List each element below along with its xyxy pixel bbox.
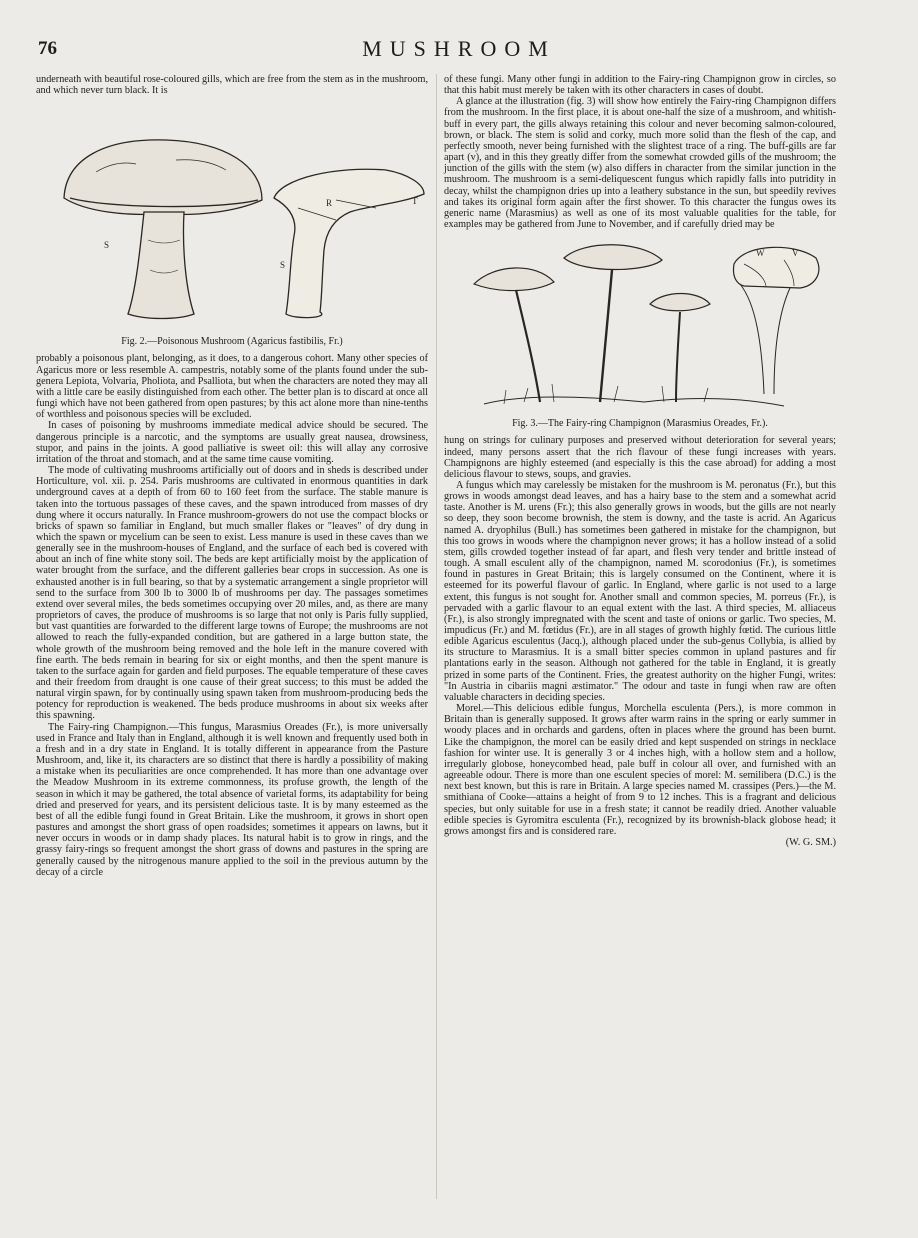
figure-2	[36, 100, 428, 347]
figure-label: V	[792, 248, 799, 259]
paragraph: hung on strings for culinary purposes and preserved without deterioration for several years; indeed, many persons assert that the rich flavour of these fungi increases with years. Champignons are highly esteemed (and especially is this the case abroad) for adding a most delicious flavour to stews, soups, and gravies.	[444, 435, 836, 480]
figure-2-caption: Fig. 2.—Poisonous Mushroom (Agaricus fastibilis, Fr.)	[121, 336, 343, 348]
column-divider	[436, 74, 437, 1199]
champignon-cap-1	[474, 268, 554, 291]
figure-label: W	[756, 248, 765, 259]
figure-label: S	[104, 240, 110, 251]
paragraph: The mode of cultivating mushrooms artificially out of doors and in sheds is described under Horticulture, vol. xii. p. 254. Paris mushrooms are cultivated in enormous quantities in dark underground caves at a depth of from 60 to 160 feet from the surface. The stable manure is taken into the tortuous passages of these caves, and the spawn introduced from masses of dry dung where it occurs naturally. In France mushroom-growers do not use the compact blocks or bricks of spawn so familiar in England, but much smaller flakes or "leaves" of dry dung in which the spawn or mycelium can be seen to exist. Less manure is used in these caves than we generally see in the mushroom-houses of England, and the surface of each bed is covered with about an inch of fine white stony soil. The beds are kept artificially moist by the application of water brought from the surface, and the different galleries bear crops in succession. As one is exhausted another is in full bearing, so that by a systematic arrangement a single proprietor will send to the surface from 300 lb to 3000 lb of mushrooms per day. The passages sometimes extend over several miles, the beds sometimes occupying over 20 miles, and, as there are many proprietors of caves, the produce of mushrooms is so large that not only is Paris fully supplied, but vast quantities are forwarded to the different large towns of Europe; the mushrooms are not allowed to reach the fully-expanded condition, but are gathered in a large button state, the whole growth of the mushroom being removed and the hole left in the manure covered with fine earth. The beds remain in bearing for six or eight months, and then the spent manure is taken to the surface again for garden and field purposes. The equable temperature of these caves and their freedom from draught is one cause of their great success; to this must be added the natural virgin spawn, for by continually using spawn taken from mushroom-producing beds the potency for reproduction is weakened. The beds produce mushrooms in about six weeks after this spawning.	[36, 465, 428, 722]
mushroom-cap-whole	[64, 140, 262, 215]
figure-2-illustration	[36, 100, 428, 332]
figure-label: S	[280, 260, 286, 271]
champignon-cap-2	[564, 245, 662, 270]
figure-3-caption: Fig. 3.—The Fairy-ring Champignon (Marasmius Oreades, Fr.).	[512, 418, 768, 430]
paragraph: Morel.—This delicious edible fungus, Morchella esculenta (Pers.), is more common in Britain than is generally supposed. It grows after warm rains in the spring or early summer in woody places and in orchards and gardens, often in places where the ground has been burnt. Like the champignon, the morel can be easily dried and kept suspended on strings in necklace fashion for winter use. It is generally 3 or 4 inches high, with a hollow stem and a hollow, irregularly globose, honeycombed head, pale buff in colour all over, and furnished with an agreeable odour. There is more than one esculent species of morel: M. semilibera (D.C.) is the next best known, but this is rare in Britain. A large species named M. crassipes (Pers.)—the M. smithiana of Cooke—attains a height of from 9 to 12 inches. This is a fragrant and delicious species, but only suitable for use in a fresh state; it cannot be readily dried. Another valuable edible species is Gyromitra esculenta (Fr.), recognized by its brownish-black globose head; it grows amongst firs and is considered rare.	[444, 703, 836, 837]
figure-3-illustration	[444, 234, 836, 414]
left-column	[36, 74, 428, 878]
grass-base	[484, 397, 784, 406]
figure-label: T	[412, 196, 418, 207]
paragraph: probably a poisonous plant, belonging, as it does, to a dangerous cohort. Many other species of Agaricus more or less resemble A. campestris, notably some of the plants found under the sub-genera Lepiota, Volvaria, Pholiota, and Psalliota, but when the characters are noted they may all with a little care be easily distinguished from each other. The better plan is to discard at once all fungi which have not been gathered from open pastures; by this act alone more than nine-tenths of worthless and poisonous species will be excluded.	[36, 353, 428, 421]
paragraph: The Fairy-ring Champignon.—This fungus, Marasmius Oreades (Fr.), is more universally used in France and Italy than in England, although it is well known and frequently used both in a fresh and in a dry state in England. It is totally different in appearance from the Pasture Mushroom, and, like it, its characters are so distinct that there is hardly a possibility of making a mistake when its peculiarities are once comprehended. It has more than one advantage over the Meadow Mushroom in its extreme commonness, its profuse growth, the length of the season in which it may be gathered, the total absence of varietal forms, its adaptability for being dried and preserved for years, and its persistent delicious taste. It is by many esteemed as the best of all the edible fungi found in Great Britain. Like the mushroom, it grows in short open pastures and amongst the short grass of open roadsides; sometimes it appears on lawns, but it never occurs in woods or in damp shady places. Its natural habit is to grow in rings, and the grassy fairy-rings so frequent amongst the short grass of downs and pastures in the spring are generally caused by the nitrogenous manure applied to the soil in the previous autumn by the decay of a circle	[36, 721, 428, 878]
right-column	[444, 74, 836, 848]
author-signature: (W. G. SM.)	[785, 836, 836, 848]
mushroom-stem-whole	[128, 212, 194, 319]
page-number: 76	[38, 38, 57, 59]
figure-label: R	[326, 198, 333, 209]
champignon-cap-3	[650, 294, 710, 311]
paragraph: of these fungi. Many other fungi in addition to the Fairy-ring Champignon grow in circles, so that this habit must merely be taken with its other characters in cases of doubt.	[444, 74, 836, 97]
figure-3	[444, 234, 836, 429]
mushroom-section	[274, 170, 424, 318]
paragraph: A fungus which may carelessly be mistaken for the mushroom is M. peronatus (Fr.), but this grows in woods amongst dead leaves, and has a hairy base to the stem and a somewhat acrid taste. Another is M. urens (Fr.); this also generally grows in woods, but the gills are not nearly so deep, they soon become brownish, the stem is downy, and the taste is acrid. An Agaricus named A. dryophilus (Bull.) has sometimes been gathered in mistake for the champignon, but this too grows in woods where the champignon never grows; it has a hollow instead of a solid stem, gills crowded together instead of far apart, and flesh very tender and brittle instead of tough. A small esculent ally of the champignon, named M. scorodonius (Fr.), is sometimes found in pastures in Great Britain; this is largely consumed on the Continent, where it is esteemed for its powerful flavour of garlic. In England, where garlic is not used to a large extent, this fungus is not sought for. Another small and common species, M. porreus (Fr.), is pervaded with a garlic flavour to an equal extent with the last. A third species, M. alliaceus (Fr.), is also strongly impregnated with the scent and taste of onions or garlic. Two species, M. impudicus (Fr.) and M. fœtidus (Fr.), are in all stages of growth highly fœtid. The curious little edible Agaricus esculentus (Jacq.), although placed under the sub-genus Collybia, is allied by its structure to Marasmius. It is a small bitter species common in upland pastures and fir plantations early in the season. Although not gathered for the table in England, it is greatly prized in some parts of the Continent. Fries, the greatest authority on the higher Fungi, writes: "In Austria in cibariis magni æstimator." The odour and taste in fungi when raw are often valuable characters in deciding species.	[444, 479, 836, 703]
paragraph: A glance at the illustration (fig. 3) will show how entirely the Fairy-ring Champignon differs from the mushroom. In the first place, it is about one-half the size of a mushroom, and whitish-buff in every part, the gills always retaining this colour and never becoming salmon-coloured, brown, or black. The stem is solid and corky, much more solid than the flesh of the cap, and perfectly smooth, never being furnished with the slightest trace of a ring. The buff-gills are far apart (v), and in this they greatly differ from the somewhat crowded gills of the mushroom; the junction of the gills with the stem (w) also differs in character from the similar junction in the mushroom. The mushroom is a semi-deliquescent fungus which rapidly falls into putridity in decay, whilst the champignon dries up into a leathery substance in the sun, but speedily revives and takes its original form again after the first shower. To this character the fungus owes its generic name (Marasmius) as well as one of its most valuable qualities for the table, for examples may be gathered from June to November, and if carefully dried may be	[444, 96, 836, 231]
running-title: MUSHROOM	[362, 36, 556, 61]
paragraph: underneath with beautiful rose-coloured gills, which are free from the stem as in the mushroom, and which never turn black. It is	[36, 74, 428, 97]
paragraph: In cases of poisoning by mushrooms immediate medical advice should be secured. The dangerous principle is a narcotic, and the symptoms are usually great nausea, drowsiness, stupor, and pains in the joints. A good palliative is sweet oil: this will allay any corrosive irritation of the throat and stomach, and at the same time cause vomiting.	[36, 420, 428, 465]
champignon-section	[733, 248, 818, 289]
